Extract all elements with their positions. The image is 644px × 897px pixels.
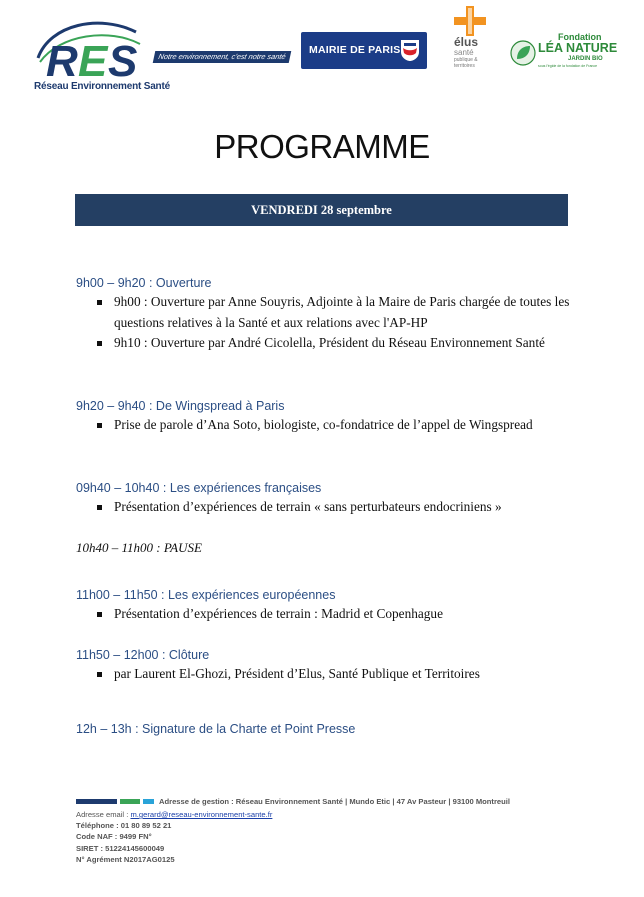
item-list <box>76 415 576 436</box>
list-item <box>76 292 576 333</box>
item-text: 9h10 : Ouverture par André Cicolella, Président du Réseau Environnement Santé <box>114 335 545 350</box>
section-pause <box>76 539 576 557</box>
bullet-icon <box>97 672 102 677</box>
logo-strip <box>0 0 644 110</box>
res-caption: Réseau Environnement Santé <box>34 81 170 92</box>
footer-siret: SIRET : 51224145600049 <box>76 843 165 853</box>
slogan-banner: Notre environnement, c'est notre santé <box>153 51 292 63</box>
list-item <box>76 604 576 625</box>
bar-cyan <box>143 799 154 804</box>
elus-cross-icon <box>454 6 486 36</box>
email-label: Adresse email : <box>76 810 131 819</box>
bullet-icon <box>97 300 102 305</box>
section-europeennes <box>76 586 576 625</box>
section-time: 9h00 – 9h20 : Ouverture <box>76 276 212 290</box>
page-title: PROGRAMME <box>214 128 430 165</box>
leaf-icon <box>510 40 536 66</box>
elus-logo <box>450 6 490 76</box>
item-list <box>76 292 576 354</box>
item-list <box>76 497 576 518</box>
section-ouverture <box>76 274 576 354</box>
item-list <box>76 664 576 685</box>
paris-ship-icon <box>399 38 421 62</box>
bullet-icon <box>97 341 102 346</box>
lea-name: LÉA NATURE <box>538 41 618 55</box>
bar-blue <box>76 799 117 804</box>
res-letters: R <box>46 37 78 80</box>
item-text: Prise de parole d’Ana Soto, biologiste, co-fondatrice de l’appel de Wingspread <box>114 417 533 432</box>
svg-text:E: E <box>78 37 108 80</box>
email-link[interactable]: m.gerard@reseau-environnement-sante.fr <box>130 810 273 819</box>
section-time: 12h – 13h : Signature de la Charte et Point Presse <box>76 722 356 736</box>
lea-subtitle: JARDIN BIO <box>568 56 603 62</box>
list-item <box>76 497 576 518</box>
footer-agrement: N° Agrément N2017AG0125 <box>76 854 175 864</box>
item-list <box>76 604 576 625</box>
bullet-icon <box>97 505 102 510</box>
list-item <box>76 664 576 685</box>
lea-nature-logo <box>508 32 618 72</box>
section-time: 9h20 – 9h40 : De Wingspread à Paris <box>76 399 285 413</box>
section-time: 11h00 – 11h50 : Les expériences européennes <box>76 588 336 602</box>
item-text: par Laurent El-Ghozi, Président d’Elus, Santé Publique et Territoires <box>114 666 480 681</box>
section-wingspread <box>76 397 576 436</box>
bar-green <box>120 799 140 804</box>
elus-word: élus <box>454 35 479 49</box>
section-time: 09h40 – 10h40 : Les expériences françaises <box>76 481 322 495</box>
item-text: Présentation d’expériences de terrain « sans perturbateurs endocriniens » <box>114 499 502 514</box>
elus-subtitle: santé <box>454 48 474 57</box>
bullet-icon <box>97 612 102 617</box>
lea-tagline: sous l'égide de la fondation de France <box>538 64 598 68</box>
section-signature <box>76 720 576 738</box>
footer-details <box>76 809 272 865</box>
elus-subtitle-2: publique & territoires <box>454 57 478 69</box>
res-logo <box>30 18 170 98</box>
res-logo-graphic <box>30 18 150 80</box>
footer-phone: Téléphone : 01 80 89 52 21 <box>76 821 172 831</box>
mairie-label: MAIRIE DE PARIS <box>309 44 401 56</box>
lea-fondation: Fondation <box>558 32 602 42</box>
mairie-de-paris-logo <box>301 32 427 69</box>
bullet-icon <box>97 423 102 428</box>
day-banner: VENDREDI 28 septembre <box>75 194 568 226</box>
footer-address: Adresse de gestion : Réseau Environnement Santé | Mundo Etic | 47 Av Pasteur | 93100 Montreuil <box>159 797 510 806</box>
list-item <box>76 415 576 436</box>
footer-naf: Code NAF : 9499 FN° <box>76 832 152 842</box>
list-item <box>76 333 576 354</box>
footer-email-line <box>76 809 272 820</box>
section-francaises <box>76 479 576 518</box>
svg-text:S: S <box>108 37 138 80</box>
section-time: 11h50 – 12h00 : Clôture <box>76 648 210 662</box>
section-time: 10h40 – 11h00 : PAUSE <box>76 540 202 555</box>
item-text: Présentation d’expériences de terrain : Madrid et Copenhague <box>114 606 443 621</box>
item-text: 9h00 : Ouverture par Anne Souyris, Adjointe à la Maire de Paris chargée de toutes les questions relatives à la Santé et aux relations avec l'AP-HP <box>114 294 570 330</box>
section-cloture <box>76 646 576 685</box>
